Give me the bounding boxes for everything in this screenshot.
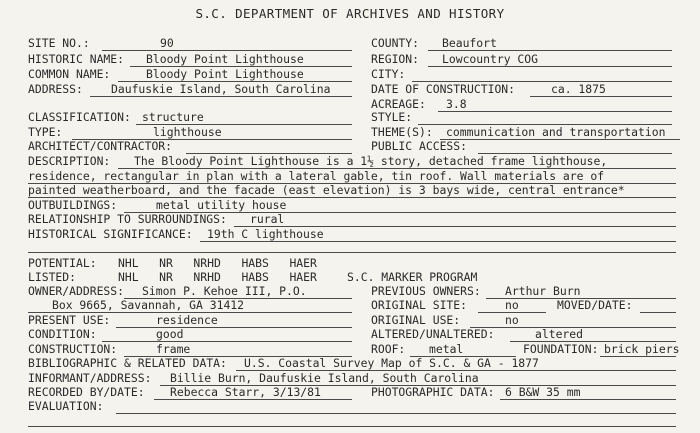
significance-value: 19th C lighthouse — [207, 227, 324, 241]
row-potential — [0, 256, 700, 270]
type-label: TYPE: — [28, 125, 63, 139]
row-construction-roof — [0, 342, 700, 356]
date-of-construction-value: ca. 1875 — [551, 82, 606, 96]
informant-value: Billie Burn, Daufuskie Island, South Carolina — [170, 371, 479, 385]
row-classification-style — [0, 110, 700, 124]
common-name-label: COMMON NAME: — [28, 67, 111, 81]
foundation-value: brick piers — [604, 342, 680, 356]
region-label: REGION: — [371, 52, 420, 66]
site-no-label: SITE NO.: — [28, 36, 90, 50]
relationship-value: rural — [250, 212, 285, 226]
listed-options: NHL NR NRHD HABS HAER — [118, 270, 317, 284]
row-common-city — [0, 67, 700, 81]
previous-owners-label: PREVIOUS OWNERS: — [371, 284, 481, 298]
city-label: CITY: — [371, 67, 406, 81]
marker-program: S.C. MARKER PROGRAM — [347, 270, 478, 284]
type-value: lighthouse — [153, 125, 222, 139]
present-use-label: PRESENT USE: — [28, 313, 111, 327]
row-historic-region — [0, 52, 700, 66]
row-description-3 — [0, 183, 700, 197]
present-use-value: residence — [156, 313, 218, 327]
outbuildings-label: OUTBUILDINGS: — [28, 198, 118, 212]
region-value: Lowcountry COG — [442, 52, 539, 66]
row-address-date — [0, 82, 700, 96]
row-listed — [0, 270, 700, 284]
classification-value: structure — [142, 110, 204, 124]
original-use-label: ORIGINAL USE: — [371, 313, 461, 327]
recorded-value: Rebecca Starr, 3/13/81 — [170, 385, 321, 399]
bibliographic-value: U.S. Coastal Survey Map of S.C. & GA - 1877 — [244, 356, 539, 370]
description-label: DESCRIPTION: — [28, 154, 111, 168]
photographic-value: 6 B&W 35 mm — [505, 385, 581, 399]
row-site-county — [0, 36, 700, 50]
historic-name-value: Bloody Point Lighthouse — [146, 52, 304, 66]
row-present-original-use — [0, 313, 700, 327]
description-line-1: The Bloody Point Lighthouse is a 1½ story, detached frame lighthouse, — [134, 154, 608, 168]
county-line — [428, 50, 672, 51]
bibliographic-label: BIBLIOGRAPHIC & RELATED DATA: — [28, 356, 227, 370]
common-name-value: Bloody Point Lighthouse — [146, 67, 304, 81]
row-owner2-origsite — [0, 298, 700, 312]
owner-address-line-1: Simon P. Kehoe III, P.O. — [142, 284, 307, 298]
row-description-2 — [0, 169, 700, 183]
construction-label: CONSTRUCTION: — [28, 342, 118, 356]
significance-line — [200, 241, 676, 242]
public-access-label: PUBLIC ACCESS: — [371, 139, 468, 153]
site-no-value: 90 — [160, 36, 174, 50]
outbuildings-value: metal utility house — [156, 198, 287, 212]
address-label: ADDRESS: — [28, 82, 83, 96]
description-line-3: painted weatherboard, and the facade (east elevation) is 3 bays wide, central entrance* — [28, 183, 625, 197]
significance-label: HISTORICAL SIGNIFICANCE: — [28, 227, 193, 241]
row-type-themes — [0, 125, 700, 139]
form-header: S.C. DEPARTMENT OF ARCHIVES AND HISTORY — [195, 6, 505, 21]
listed-label: LISTED: — [28, 270, 77, 284]
relationship-label: RELATIONSHIP TO SURROUNDINGS: — [28, 212, 227, 226]
architect-label: ARCHITECT/CONTRACTOR: — [28, 139, 173, 153]
classification-label: CLASSIFICATION: — [28, 110, 131, 124]
date-of-construction-label: DATE OF CONSTRUCTION: — [371, 82, 516, 96]
previous-owners-value: Arthur Burn — [505, 284, 581, 298]
moved-date-label: MOVED/DATE: — [557, 298, 633, 312]
altered-value: altered — [535, 327, 584, 341]
style-label: STYLE: — [371, 110, 413, 124]
row-recorded-photo — [0, 385, 700, 399]
owner-address-line-2: Box 9665, Savannah, GA 31412 — [52, 298, 245, 312]
row-significance — [0, 227, 700, 241]
potential-options: NHL NR NRHD HABS HAER — [118, 256, 317, 270]
row-condition-altered — [0, 327, 700, 341]
themes-label: THEME(S): — [371, 125, 433, 139]
owner-address-label: OWNER/ADDRESS: — [28, 284, 125, 298]
evaluation-label: EVALUATION: — [28, 399, 104, 413]
description-line-2: residence, rectangular in plan with a lateral gable, tin roof. Wall materials are of — [28, 169, 605, 183]
row-architect-access — [0, 139, 700, 153]
county-value: Beaufort — [442, 36, 497, 50]
address-value: Daufuskie Island, South Carolina — [111, 82, 331, 96]
themes-value: communication and transportation — [446, 125, 666, 139]
condition-label: CONDITION: — [28, 327, 97, 341]
condition-value: good — [156, 327, 184, 341]
original-use-value: no — [505, 313, 519, 327]
potential-label: POTENTIAL: — [28, 256, 97, 270]
row-relationship — [0, 212, 700, 226]
acreage-value: 3.8 — [446, 97, 467, 111]
row-outbuildings — [0, 198, 700, 212]
row-evaluation — [0, 399, 700, 413]
acreage-label: ACREAGE: — [371, 97, 426, 111]
original-site-label: ORIGINAL SITE: — [371, 298, 468, 312]
county-label: COUNTY: — [371, 36, 420, 50]
row-bibliographic — [0, 356, 700, 370]
row-owner-previous — [0, 284, 700, 298]
photographic-label: PHOTOGRAPHIC DATA: — [371, 385, 495, 399]
informant-label: INFORMANT/ADDRESS: — [28, 371, 152, 385]
row-informant — [0, 371, 700, 385]
altered-label: ALTERED/UNALTERED: — [371, 327, 495, 341]
foundation-label: FOUNDATION: — [523, 342, 599, 356]
row-acreage — [0, 97, 700, 111]
roof-label: ROOF: — [371, 342, 406, 356]
recorded-label: RECORDED BY/DATE: — [28, 385, 145, 399]
historic-name-label: HISTORIC NAME: — [28, 52, 125, 66]
section-separator — [28, 252, 676, 253]
evaluation-line-2 — [28, 426, 676, 427]
row-description-1 — [0, 154, 700, 168]
evaluation-line — [116, 413, 676, 414]
construction-value: frame — [156, 342, 191, 356]
roof-value: metal — [429, 342, 464, 356]
original-site-value: no — [505, 298, 519, 312]
site-no-line — [102, 50, 352, 51]
